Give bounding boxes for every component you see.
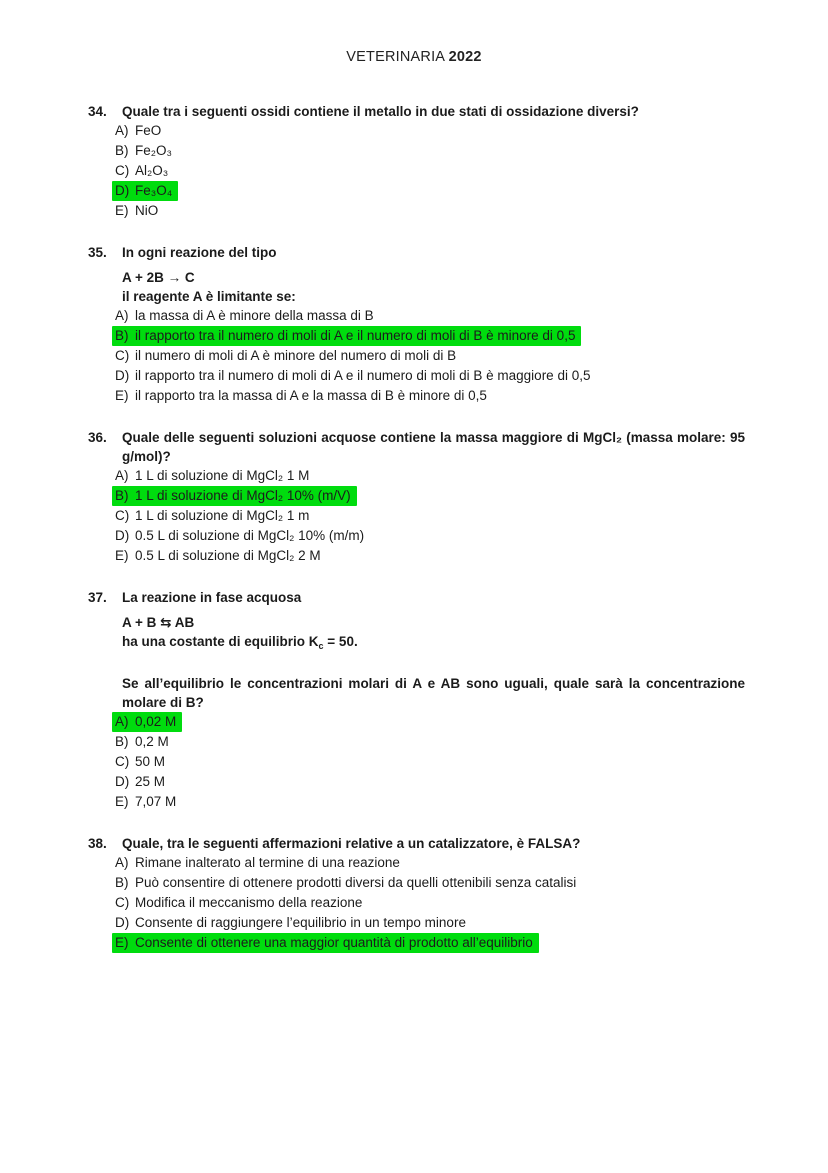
option-text: NiO bbox=[135, 203, 159, 218]
option-row bbox=[115, 506, 745, 526]
question-37 bbox=[88, 588, 745, 812]
option-text: il numero di moli di A è minore del numero di moli di B bbox=[135, 348, 457, 363]
option-text: Rimane inalterato al termine di una reazione bbox=[135, 855, 400, 870]
option-letter: C) bbox=[115, 754, 130, 769]
option-letter: A) bbox=[115, 123, 129, 138]
option-text: Consente di ottenere una maggior quantità di prodotto all’equilibrio bbox=[135, 935, 533, 950]
options bbox=[88, 712, 745, 812]
option-row bbox=[115, 913, 745, 933]
option-row bbox=[115, 853, 745, 873]
option-row-correct bbox=[115, 486, 745, 506]
option-letter: B) bbox=[115, 734, 129, 749]
options bbox=[88, 466, 745, 566]
question-text: In ogni reazione del tipo bbox=[122, 245, 277, 260]
equilibrium-constant-line bbox=[122, 632, 745, 656]
option-letter: D) bbox=[115, 528, 130, 543]
question-number: 36. bbox=[88, 430, 107, 445]
option-row bbox=[115, 752, 745, 772]
option-row bbox=[115, 306, 745, 326]
option-letter: E) bbox=[115, 794, 129, 809]
option-text: il rapporto tra il numero di moli di A e il numero di moli di B è maggiore di 0,5 bbox=[135, 368, 591, 383]
option-letter: D) bbox=[115, 774, 130, 789]
option-text: Al₂O₃ bbox=[135, 163, 169, 178]
option-row bbox=[115, 121, 745, 141]
option-text: il rapporto tra la massa di A e la massa di B è minore di 0,5 bbox=[135, 388, 487, 403]
option-text: Fe₂O₃ bbox=[135, 143, 172, 158]
question-35 bbox=[88, 243, 745, 406]
option-text: 1 L di soluzione di MgCl₂ 10% (m/V) bbox=[135, 488, 351, 503]
question-header bbox=[88, 102, 745, 121]
option-text: Consente di raggiungere l’equilibrio in un tempo minore bbox=[135, 915, 466, 930]
question-header bbox=[88, 834, 745, 853]
option-text: 1 L di soluzione di MgCl₂ 1 M bbox=[135, 468, 310, 483]
option-letter: D) bbox=[115, 183, 130, 198]
question-number: 38. bbox=[88, 836, 107, 851]
option-letter: A) bbox=[115, 468, 129, 483]
option-row bbox=[115, 526, 745, 546]
option-letter: C) bbox=[115, 508, 130, 523]
question-followup: Se all’equilibrio le concentrazioni molari di A e AB sono uguali, quale sarà la concentrazione molare di B? bbox=[122, 676, 745, 710]
question-text: Quale delle seguenti soluzioni acquose contiene la massa maggiore di MgCl₂ (massa molare: 95 g/mol)? bbox=[122, 430, 745, 464]
option-letter: D) bbox=[115, 915, 130, 930]
options bbox=[88, 121, 745, 221]
option-letter: D) bbox=[115, 368, 130, 383]
option-letter: E) bbox=[115, 203, 129, 218]
option-letter: B) bbox=[115, 488, 129, 503]
option-row bbox=[115, 201, 745, 221]
doc-title bbox=[0, 49, 828, 65]
option-letter: E) bbox=[115, 548, 129, 563]
option-text: 0,2 M bbox=[135, 734, 169, 749]
kc-post: = 50. bbox=[323, 634, 358, 649]
option-row bbox=[115, 346, 745, 366]
option-text: Può consentire di ottenere prodotti diversi da quelli ottenibili senza catalisi bbox=[135, 875, 577, 890]
option-row-correct bbox=[115, 326, 745, 346]
option-row bbox=[115, 546, 745, 566]
question-lead-in: il reagente A è limitante se: bbox=[122, 289, 296, 304]
question-header bbox=[88, 243, 745, 262]
option-letter: C) bbox=[115, 348, 130, 363]
option-row bbox=[115, 792, 745, 812]
option-row bbox=[115, 386, 745, 406]
option-row-correct bbox=[115, 712, 745, 732]
kc-pre: ha una costante di equilibrio K bbox=[122, 634, 319, 649]
option-letter: A) bbox=[115, 714, 129, 729]
doc-title-year: 2022 bbox=[448, 49, 482, 65]
option-text: il rapporto tra il numero di moli di A e il numero di moli di B è minore di 0,5 bbox=[135, 328, 576, 343]
option-text: 25 M bbox=[135, 774, 166, 789]
doc-title-name: VETERINARIA bbox=[346, 49, 445, 65]
option-letter: B) bbox=[115, 328, 129, 343]
option-letter: E) bbox=[115, 935, 129, 950]
option-text: Fe₃O₄ bbox=[135, 183, 173, 198]
option-text: la massa di A è minore della massa di B bbox=[135, 308, 374, 323]
option-row bbox=[115, 366, 745, 386]
question-number: 37. bbox=[88, 590, 107, 605]
question-list bbox=[88, 102, 745, 953]
option-row bbox=[115, 873, 745, 893]
option-row bbox=[115, 772, 745, 792]
kc-subscript: c bbox=[318, 641, 324, 651]
option-row bbox=[115, 141, 745, 161]
question-text: Quale tra i seguenti ossidi contiene il metallo in due stati di ossidazione diversi? bbox=[122, 104, 639, 119]
option-text: 1 L di soluzione di MgCl₂ 1 m bbox=[135, 508, 310, 523]
option-text: 7,07 M bbox=[135, 794, 177, 809]
question-number: 35. bbox=[88, 245, 107, 260]
question-38 bbox=[88, 834, 745, 953]
question-text: La reazione in fase acquosa bbox=[122, 590, 302, 605]
option-text: 0.5 L di soluzione di MgCl₂ 10% (m/m) bbox=[135, 528, 365, 543]
option-letter: A) bbox=[115, 855, 129, 870]
option-letter: A) bbox=[115, 308, 129, 323]
option-row bbox=[115, 893, 745, 913]
option-letter: C) bbox=[115, 163, 130, 178]
question-header bbox=[88, 428, 745, 466]
options bbox=[88, 306, 745, 406]
question-34 bbox=[88, 102, 745, 221]
option-letter: C) bbox=[115, 895, 130, 910]
option-letter: B) bbox=[115, 143, 129, 158]
options bbox=[88, 853, 745, 953]
option-letter: B) bbox=[115, 875, 129, 890]
reaction-formula: A + 2B → C bbox=[122, 270, 195, 285]
option-text: FeO bbox=[135, 123, 162, 138]
question-number: 34. bbox=[88, 104, 107, 119]
option-text: 0.5 L di soluzione di MgCl₂ 2 M bbox=[135, 548, 321, 563]
option-row-correct bbox=[115, 933, 745, 953]
option-text: 50 M bbox=[135, 754, 166, 769]
question-text: Quale, tra le seguenti affermazioni relative a un catalizzatore, è FALSA? bbox=[122, 836, 581, 851]
question-36 bbox=[88, 428, 745, 566]
option-text: 0,02 M bbox=[135, 714, 177, 729]
question-header bbox=[88, 588, 745, 607]
option-letter: E) bbox=[115, 388, 129, 403]
option-text: Modifica il meccanismo della reazione bbox=[135, 895, 363, 910]
reaction-formula: A + B ⇆ AB bbox=[122, 615, 195, 630]
option-row-correct bbox=[115, 181, 745, 201]
option-row bbox=[115, 466, 745, 486]
option-row bbox=[115, 732, 745, 752]
option-row bbox=[115, 161, 745, 181]
